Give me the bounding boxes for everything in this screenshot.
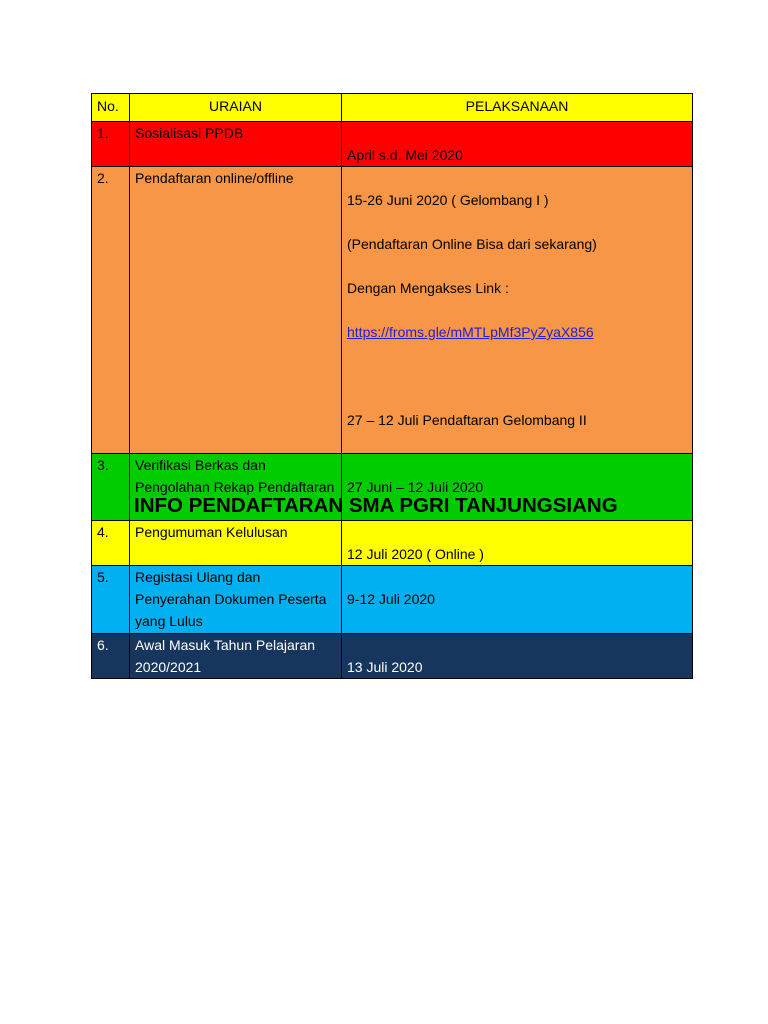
spacer (347, 365, 687, 387)
table-row (92, 566, 693, 634)
row-uraian: Sosialisasi PPDB (130, 122, 342, 167)
page-title: INFO PENDAFTARAN SMA PGRI TANJUNGSIANG (134, 494, 618, 517)
pelaksanaan-line: 27 Juni – 12 Juli 2020 (347, 479, 484, 495)
pelaksanaan-line: (Pendaftaran Online Bisa dari sekarang) (347, 236, 597, 252)
row-uraian: Awal Masuk Tahun Pelajaran 2020/2021 (130, 634, 342, 679)
table-row (92, 521, 693, 566)
schedule-table (91, 93, 693, 679)
row-number: 1. (92, 122, 130, 167)
row-number: 5. (92, 566, 130, 634)
row-pelaksanaan (342, 634, 693, 679)
table-row (92, 167, 693, 454)
row-number: 4. (92, 521, 130, 566)
table-header-row (92, 94, 693, 122)
table-row (92, 122, 693, 167)
header-uraian: URAIAN (130, 94, 342, 122)
pelaksanaan-line: 15-26 Juni 2020 ( Gelombang I ) (347, 192, 549, 208)
header-no: No. (92, 94, 130, 122)
row-pelaksanaan (342, 122, 693, 167)
pelaksanaan-line: 27 – 12 Juli Pendaftaran Gelombang II (347, 412, 587, 428)
pelaksanaan-line: April s.d. Mei 2020 (347, 147, 463, 163)
row-pelaksanaan (342, 167, 693, 454)
pelaksanaan-line: 13 Juli 2020 (347, 659, 423, 675)
row-uraian: Registasi Ulang dan Penyerahan Dokumen Peserta yang Lulus (130, 566, 342, 634)
header-pelaksanaan: PELAKSANAAN (342, 94, 693, 122)
row-uraian: Pengumuman Kelulusan (130, 521, 342, 566)
row-uraian: Verifikasi Berkas dan Pengolahan Rekap Pendaftaran (130, 454, 342, 521)
registration-link[interactable]: https://froms.gle/mMTLpMf3PyZyaX856 (347, 324, 594, 340)
row-number: 6. (92, 634, 130, 679)
row-pelaksanaan (342, 566, 693, 634)
row-uraian: Pendaftaran online/offline (130, 167, 342, 454)
row-number: 2. (92, 167, 130, 454)
table-row (92, 634, 693, 679)
row-number: 3. (92, 454, 130, 521)
table-body (92, 122, 693, 679)
pelaksanaan-line: 9-12 Juli 2020 (347, 591, 435, 607)
row-pelaksanaan (342, 521, 693, 566)
pelaksanaan-line: Dengan Mengakses Link : (347, 280, 509, 296)
pelaksanaan-line: 12 Juli 2020 ( Online ) (347, 546, 484, 562)
